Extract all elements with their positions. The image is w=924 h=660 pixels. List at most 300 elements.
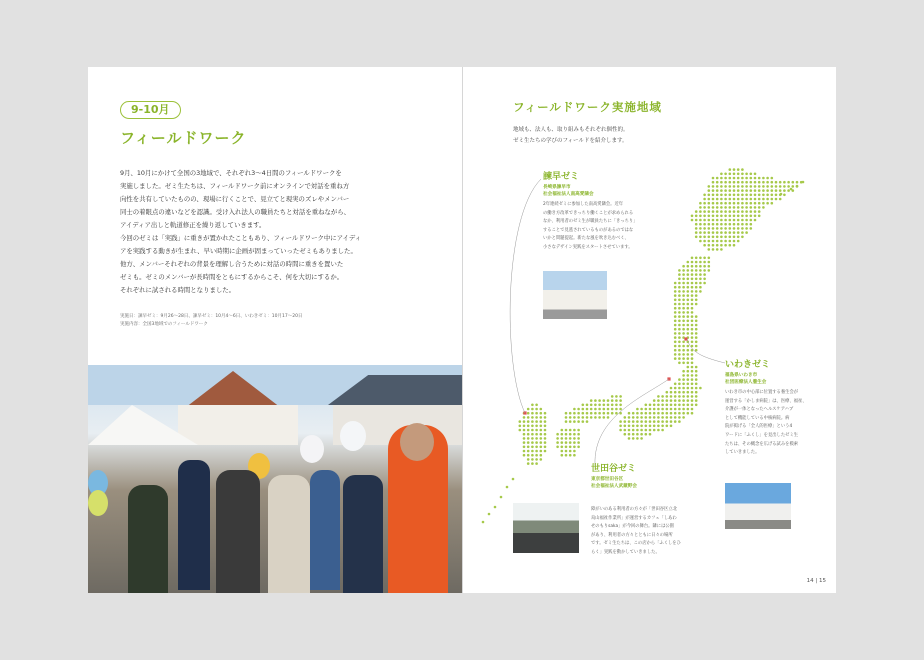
map-dot [687,278,690,281]
map-dot [745,194,748,197]
map-dot [678,353,681,356]
map-dot [666,412,669,415]
map-dot [745,210,748,213]
map-dot [678,290,681,293]
meta-line: 実施内容：全国3地域でのフィールドワーク [120,322,208,327]
map-dot [598,404,601,407]
map-dot [607,412,610,415]
map-dot [758,215,761,218]
map-dot [573,441,576,444]
meta-line: 実施日：諫早ゼミ：9月26～28日、諫早ゼミ：10月4～6日、いわきゼミ：10月17～20日 [120,314,303,319]
map-dot [540,416,543,419]
map-dot [783,189,786,192]
map-dot [527,437,530,440]
map-dot [531,458,534,461]
map-dot [733,177,736,180]
map-dot [540,425,543,428]
map-dot [540,454,543,457]
map-dot [720,223,723,226]
map-dot [544,425,547,428]
map-dot [754,206,757,209]
map-dot [603,412,606,415]
map-dot [527,412,530,415]
map-dot [544,416,547,419]
map-dot [519,425,522,428]
map-dot [783,181,786,184]
map-dot [586,420,589,423]
map-dot [678,328,681,331]
map-dot [674,412,677,415]
map-dot [586,404,589,407]
map-dot [535,412,538,415]
map-dot [737,181,740,184]
map-dot [716,206,719,209]
map-dot [577,420,580,423]
map-dot [750,215,753,218]
map-dot [754,198,757,201]
map-dot [695,223,698,226]
map-dot [691,257,694,260]
map-dot [695,404,698,407]
map-dot [674,307,677,310]
map-dot [657,420,660,423]
map-dot [780,193,783,196]
map-dot [657,412,660,415]
map-dot [670,420,673,423]
map-dot [544,437,547,440]
map-dot [708,244,711,247]
map-dot [666,408,669,411]
map-dot [649,429,652,432]
map-dot [573,420,576,423]
map-dot [661,425,664,428]
map-dot [682,341,685,344]
map-dot [666,420,669,423]
map-dot [716,181,719,184]
map-dot [737,189,740,192]
map-dot [682,299,685,302]
map-dot [565,441,568,444]
map-dot [750,206,753,209]
map-dot [720,215,723,218]
map-dot [628,425,631,428]
map-dot [724,189,727,192]
map-dot [632,412,635,415]
map-dot [682,387,685,390]
map-dot [724,244,727,247]
map-dot [695,341,698,344]
map-dot [771,198,774,201]
map-dot [712,177,715,180]
map-dot [535,437,538,440]
map-dot [540,441,543,444]
map-dot [712,231,715,234]
map-dot [691,399,694,402]
map-dot [611,399,614,402]
map-dot [712,248,715,251]
map-dot [766,177,769,180]
map-dot [577,408,580,411]
map-dot [792,181,795,184]
map-dot [729,194,732,197]
map-dot [482,521,485,524]
map-dot [531,425,534,428]
map-dot [682,269,685,272]
map-dot [699,210,702,213]
map-dot [535,416,538,419]
map-dot [531,412,534,415]
map-dot [674,299,677,302]
map-dot [750,177,753,180]
map-dot [720,185,723,188]
map-dot [674,294,677,297]
map-dot [699,219,702,222]
map-dot [674,328,677,331]
map-dot [619,429,622,432]
map-dot [703,219,706,222]
map-dot [712,185,715,188]
map-dot [615,404,618,407]
location-sub: 社会福祉法人南高愛隣会 [543,192,594,197]
map-dot [506,486,509,489]
map-dot [527,408,530,411]
map-dot [720,202,723,205]
map-dot [565,437,568,440]
map-dot [745,215,748,218]
map-dot [674,303,677,306]
location-text: 2年連続ゼミに参加した南高愛隣会。近年 の働き方改革できっちり働くことが求められる なか、利用者のゼミ生が職員たちに「きっちり」 することで見逃されているものがあるのではな いかと問題提起。新たな風を吹き込むべく、 小さなデザイン実践をスタートさせています。 [543,202,638,250]
map-dot [678,324,681,327]
map-dot [708,223,711,226]
map-dot [741,181,744,184]
map-dot [695,210,698,213]
map-dot [708,257,711,260]
map-dot [745,223,748,226]
map-dot [695,391,698,394]
map-dot [687,391,690,394]
map-dot [682,303,685,306]
map-dot [666,404,669,407]
map-dot [512,478,515,481]
map-dot [674,315,677,318]
map-dot [682,353,685,356]
map-dot [645,420,648,423]
map-dot [687,324,690,327]
map-dot [771,185,774,188]
map-dot [649,433,652,436]
map-dot [678,378,681,381]
map-dot [624,420,627,423]
body-line: 実施しました。ゼミ生たちは、フィールドワーク前にオンラインで対話を重ね方 [120,182,350,190]
map-dot [687,315,690,318]
map-dot [741,168,744,171]
map-dot [771,177,774,180]
map-dot [590,399,593,402]
location-sub: 福島県いわき市 [725,373,758,378]
map-dot [657,425,660,428]
map-dot [750,181,753,184]
map-dot [682,278,685,281]
map-dot [682,282,685,285]
map-dot [703,273,706,276]
map-dot [561,446,564,449]
map-dot [762,177,765,180]
map-dot [661,429,664,432]
map-dot [670,387,673,390]
map-dot [691,215,694,218]
map-dot [687,412,690,415]
map-dot [653,404,656,407]
map-dot [577,437,580,440]
map-dot [594,408,597,411]
map-dot [703,236,706,239]
map-dot [582,420,585,423]
map-dot [678,412,681,415]
map-dot [561,454,564,457]
map-dot [716,223,719,226]
map-dot [494,506,497,509]
location-isahaya [543,171,653,253]
map-dot [745,227,748,230]
map-dot [741,236,744,239]
map-dot [750,219,753,222]
location-text: いわき市の中心部に位置する養生会が 運営する「かしま病院」は、医療、福祉、 介護が一体となったヘルスケアハブ として機能している中核病院。病 院が掲げる「全人的医療」という4 ワードに「ふくし」を見出したゼミ生 たちは、その概念を広げる試みを模索 していきました。 [725,390,807,456]
map-dot [519,429,522,432]
location-name: 諫早ゼミ [543,172,580,182]
map-dot [535,433,538,436]
map-dot [737,227,740,230]
map-dot [737,210,740,213]
map-dot [666,399,669,402]
map-dot [724,227,727,230]
map-dot [674,395,677,398]
map-dot [733,181,736,184]
map-dot [716,231,719,234]
map-dot [695,387,698,390]
map-dot [687,387,690,390]
map-dot [695,336,698,339]
map-dot [745,202,748,205]
map-dot [762,185,765,188]
map-dot [708,194,711,197]
map-dot [573,446,576,449]
map-dot [703,215,706,218]
map-dot [699,236,702,239]
map-dot [535,450,538,453]
map-dot [569,441,572,444]
map-dot [708,265,711,268]
map-dot [729,227,732,230]
map-dot [741,177,744,180]
map-dot [678,408,681,411]
body-line: 他方、メンバーそれぞれの背景を理解し合うために対話の時間に重きを置いた [120,260,344,268]
map-dot [699,387,702,390]
map-dot [556,433,559,436]
map-dot [682,349,685,352]
map-dot [535,462,538,465]
map-dot [661,420,664,423]
map-dot [569,433,572,436]
map-dot [724,223,727,226]
map-dot [691,387,694,390]
map-dot [556,446,559,449]
map-dot [624,429,627,432]
map-dot [716,219,719,222]
map-dot [573,412,576,415]
map-dot [754,173,757,176]
map-dot [527,429,530,432]
map-dot [720,210,723,213]
left-page [88,67,462,593]
location-iwaki [725,359,825,458]
map-dot [720,177,723,180]
map-dot [531,454,534,457]
map-section-title: フィールドワーク実施地域 [513,100,662,114]
map-dot [716,202,719,205]
map-dot [745,219,748,222]
map-dot [695,366,698,369]
map-dot [691,408,694,411]
map-dot [573,437,576,440]
right-page [463,67,836,593]
map-dot [724,173,727,176]
map-dot [632,429,635,432]
map-dot [582,412,585,415]
map-dot [565,454,568,457]
map-dot [527,433,530,436]
map-dot [716,236,719,239]
map-dot [670,416,673,419]
map-dot [661,408,664,411]
map-dot [737,198,740,201]
map-dot [535,425,538,428]
map-dot [523,433,526,436]
map-dot [649,404,652,407]
map-dot [653,429,656,432]
map-dot [741,173,744,176]
map-dot [691,282,694,285]
map-dot [657,429,660,432]
map-dot [691,320,694,323]
map-dot [733,240,736,243]
location-sub: 長崎県諫早市 [543,185,571,190]
map-dot [724,206,727,209]
map-dot [666,416,669,419]
map-dot [527,446,530,449]
map-dot [687,320,690,323]
map-dot [754,219,757,222]
map-dot [678,395,681,398]
map-dot [802,181,805,184]
map-dot [729,202,732,205]
map-dot [762,206,765,209]
map-dot [733,227,736,230]
map-dot [754,189,757,192]
map-dot [624,425,627,428]
map-dot [535,404,538,407]
map-dot [733,202,736,205]
map-dot [687,299,690,302]
map-dot [682,307,685,310]
map-dot [724,210,727,213]
map-dot [737,173,740,176]
location-text: 障がいのある利用者の方々が「世田谷区立北 烏山福祉作業所」が運営するカフェ「しあわ せのもりsaka」が今回の舞台。隣には公園 があり、利用者の方々とともに日々の場所 です。ゼミ生たちは、この店から「ふくしをひ らく」実践を動かしていきました。 [591,507,681,555]
lead-line: 地域も、法人も、取り組みもそれぞれ個性的。 [513,127,629,133]
map-dot [691,336,694,339]
map-dot [657,404,660,407]
map-dot [653,399,656,402]
map-dot [703,278,706,281]
map-dot [687,362,690,365]
map-dot [687,303,690,306]
map-dot [540,437,543,440]
map-dot [779,185,782,188]
map-dot [703,257,706,260]
map-dot [745,189,748,192]
map-dot [628,416,631,419]
map-dot [535,441,538,444]
map-dot [699,257,702,260]
map-dot [762,189,765,192]
map-dot [682,324,685,327]
map-dot [682,328,685,331]
map-dot [615,395,618,398]
map-dot [687,378,690,381]
map-dot [607,416,610,419]
map-dot [674,399,677,402]
map-dot [779,181,782,184]
map-dot [703,202,706,205]
map-dot [678,294,681,297]
map-dot [708,215,711,218]
map-dot [540,450,543,453]
map-dot [691,374,694,377]
map-dot [712,223,715,226]
map-dot [708,198,711,201]
map-dot [695,269,698,272]
map-dot [670,395,673,398]
map-dot [691,273,694,276]
map-dot [695,320,698,323]
map-dot [691,315,694,318]
map-dot [586,416,589,419]
map-dot [712,206,715,209]
map-dot [573,433,576,436]
map-dot [674,332,677,335]
map-dot [678,303,681,306]
map-dot [565,433,568,436]
location-sub: 社会福祉法人武蔵野会 [591,484,637,489]
map-dot [628,437,631,440]
map-dot [724,185,727,188]
meta-info [120,313,302,329]
map-dot [573,454,576,457]
map-dot [699,261,702,264]
map-dot [687,286,690,289]
map-dot [695,215,698,218]
map-dot [737,236,740,239]
map-dot [500,496,503,499]
map-dot [527,420,530,423]
map-dot [531,450,534,453]
map-dot [737,240,740,243]
map-dot [645,433,648,436]
map-dot [691,378,694,381]
map-dot [678,416,681,419]
map-dot [687,366,690,369]
map-dot [750,198,753,201]
map-dot [598,399,601,402]
